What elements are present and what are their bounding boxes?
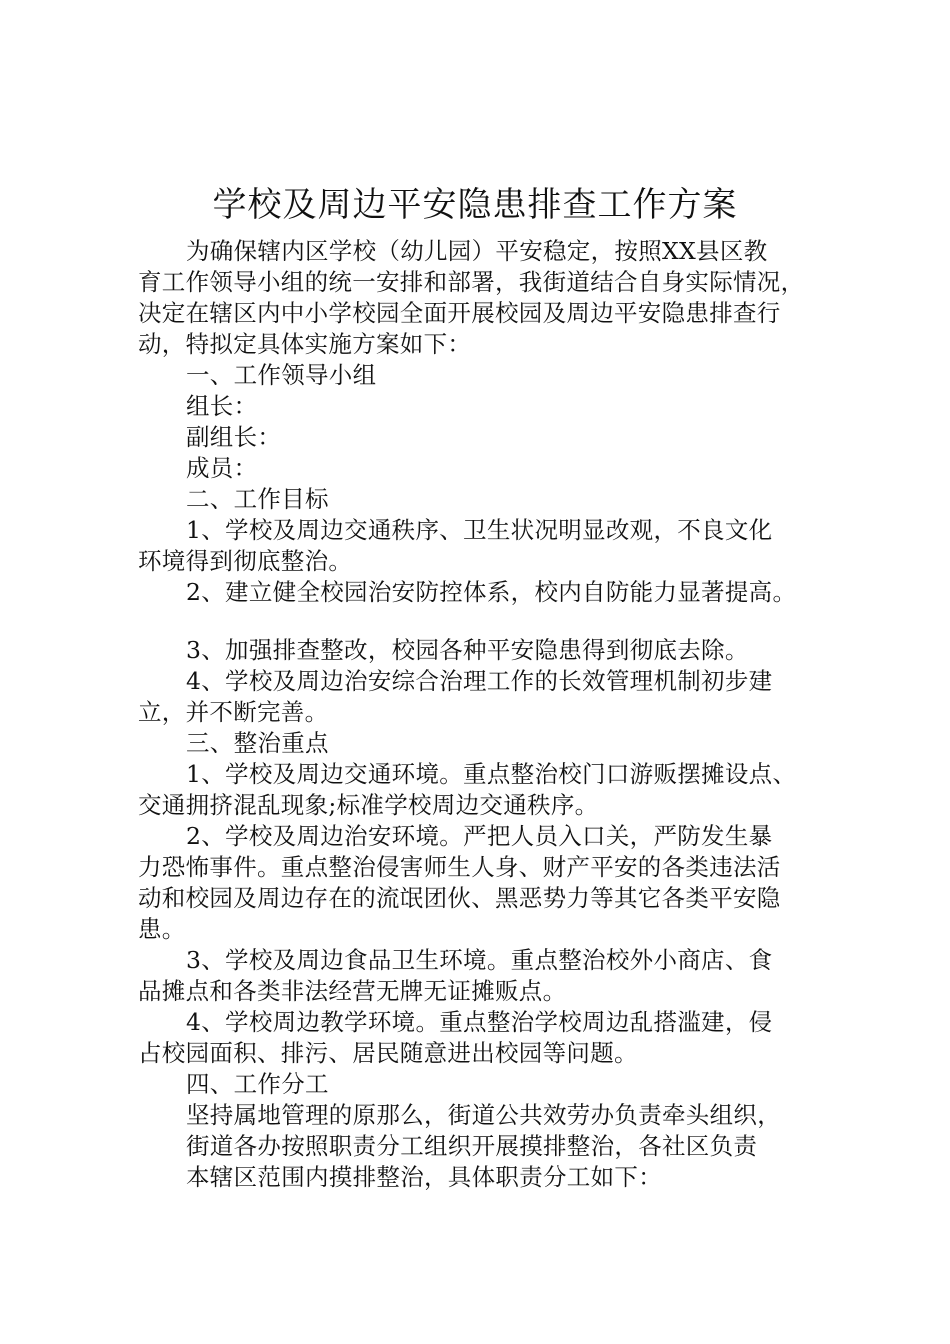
section-heading: 二、工作目标 — [186, 485, 329, 513]
section-heading: 一、工作领导小组 — [186, 361, 377, 389]
text-line: 环境得到彻底整治。 — [138, 547, 353, 575]
text-line: 2、建立健全校园治安防控体系，校内自防能力显著提高。 — [186, 578, 797, 606]
text-line: 坚持属地管理的原那么，街道公共效劳办负责牵头组织， — [186, 1101, 781, 1129]
text-line: 4、学校周边教学环境。重点整治学校周边乱搭滥建，侵 — [186, 1008, 773, 1036]
text-line: 动，特拟定具体实施方案如下： — [138, 330, 472, 358]
text-line: 品摊点和各类非法经营无牌无证摊贩点。 — [138, 977, 567, 1005]
text-line: 育工作领导小组的统一安排和部署，我街道结合自身实际情况， — [138, 268, 805, 296]
text-line: 决定在辖区内中小学校园全面开展校园及周边平安隐患排查行 — [138, 299, 781, 327]
text-line: 患。 — [138, 915, 186, 943]
text-line: 动和校园及周边存在的流氓团伙、黑恶势力等其它各类平安隐 — [138, 884, 781, 912]
text-line: 1、学校及周边交通环境。重点整治校门口游贩摆摊设点、 — [186, 760, 797, 788]
text-line: 组长： — [186, 392, 258, 420]
text-line: 3、学校及周边食品卫生环境。重点整治校外小商店、食 — [186, 946, 773, 974]
text-line: 交通拥挤混乱现象;标准学校周边交通秩序。 — [138, 791, 599, 819]
text-line: 力恐怖事件。重点整治侵害师生人身、财产平安的各类违法活 — [138, 853, 781, 881]
section-heading: 四、工作分工 — [186, 1070, 329, 1098]
text-line: 1、学校及周边交通秩序、卫生状况明显改观，不良文化 — [186, 516, 773, 544]
text-line: 街道各办按照职责分工组织开展摸排整治，各社区负责 — [186, 1132, 758, 1160]
text-line: 占校园面积、排污、居民随意进出校园等问题。 — [138, 1039, 638, 1067]
text-line: 副组长： — [186, 423, 282, 451]
text-line: 4、学校及周边治安综合治理工作的长效管理机制初步建 — [186, 667, 773, 695]
text-line: 成员： — [186, 454, 258, 482]
document-title: 学校及周边平安隐患排查工作方案 — [212, 185, 738, 225]
text-line: 立，并不断完善。 — [138, 698, 329, 726]
text-line: 3、加强排查整改，校园各种平安隐患得到彻底去除。 — [186, 636, 749, 664]
text-line: 本辖区范围内摸排整治，具体职责分工如下： — [186, 1163, 662, 1191]
section-heading: 三、整治重点 — [186, 729, 329, 757]
text-line: 为确保辖内区学校（幼儿园）平安稳定，按照XX县区教 — [186, 237, 768, 265]
text-line: 2、学校及周边治安环境。严把人员入口关，严防发生暴 — [186, 822, 773, 850]
